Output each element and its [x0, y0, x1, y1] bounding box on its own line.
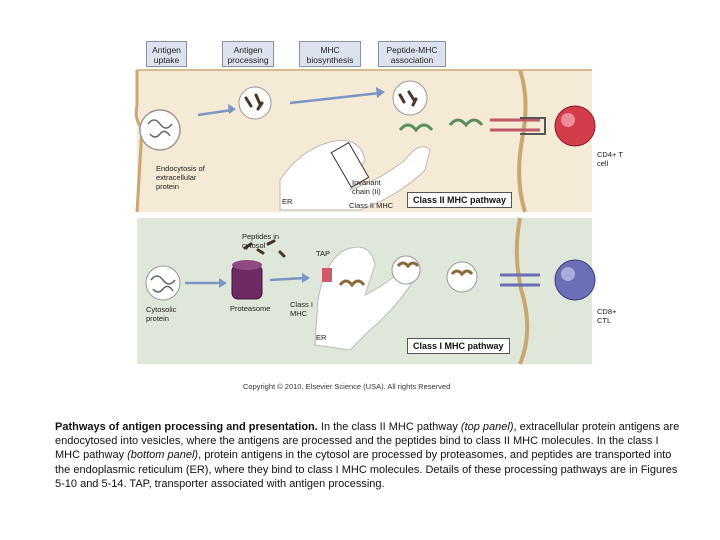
label-cytosolic-protein: Cytosolic protein — [146, 305, 177, 323]
stage-label-line1: Antigen — [233, 45, 263, 55]
label-endocytosis: Endocytosis of extracellular protein — [156, 164, 205, 191]
caption-text-2: , extracellular protein antigens are endocytosed into vesicles, where the antigens are processed and the peptides bind to class II MHC molecules. In the class I MHC pathway — [55, 421, 680, 462]
stage-label-line2: uptake — [153, 55, 180, 65]
label-tap: TAP — [316, 249, 331, 258]
label-class-ii-mhc: Class II MHC — [349, 201, 394, 210]
label-cd8-ctl: CD8+ CTL — [597, 307, 617, 325]
label-er-bottom: ER — [316, 333, 327, 342]
label-class-i-mhc: Class I MHC — [290, 300, 313, 318]
caption-bottom-panel-ref: (bottom panel) — [127, 449, 199, 462]
caption-top-panel-ref: (top panel) — [460, 421, 514, 433]
tag-class-i-pathway: Class I MHC pathway — [407, 338, 510, 354]
stage-label-line2: biosynthesis — [306, 55, 354, 65]
endocytic-vesicle — [140, 110, 180, 150]
copyright-notice: Copyright © 2010, Elsevier Science (USA). All rights Reserved — [243, 382, 451, 391]
cd8-ctl — [555, 260, 595, 300]
stage-peptide-mhc-association — [378, 41, 446, 67]
stage-label-line1: MHC — [320, 45, 340, 55]
tap-transporter — [322, 268, 332, 282]
peptide-vesicle — [393, 81, 427, 115]
caption-text-1: In the class II MHC pathway — [317, 421, 461, 433]
label-peptides-in-cytosol: Peptides in cytosol — [242, 232, 280, 250]
label-invariant-chain: Invariant chain (Ii) — [352, 178, 381, 196]
proteasome — [232, 265, 262, 299]
stage-mhc-biosynthesis — [299, 41, 361, 67]
cytosolic-protein — [146, 266, 180, 300]
processing-vesicle — [239, 87, 271, 119]
figure-caption — [55, 420, 685, 491]
label-proteasome: Proteasome — [230, 304, 271, 313]
stage-label-line2: association — [390, 55, 434, 65]
stage-label-line1: Peptide-MHC — [386, 45, 438, 55]
label-er-top: ER — [282, 197, 293, 206]
stage-label-line1: Antigen — [152, 45, 181, 55]
stage-antigen-uptake — [146, 41, 187, 67]
stage-label-line2: processing — [227, 55, 269, 65]
stage-antigen-processing — [222, 41, 274, 67]
label-cd4-t-cell: CD4+ T cell — [597, 150, 623, 168]
cd4-t-cell — [555, 106, 595, 146]
caption-title: Pathways of antigen processing and presentation. — [55, 421, 318, 433]
caption-text-3: , protein antigens in the cytosol are processed by proteasomes, and peptides are transported into the endoplasmic reticulum (ER), where they bind to class I MHC molecules. Details of these processing pathways are in Figures 5-10 and 5-14. TAP, transporter associated with antigen processing. — [55, 449, 678, 490]
tag-class-ii-pathway: Class II MHC pathway — [407, 192, 512, 208]
